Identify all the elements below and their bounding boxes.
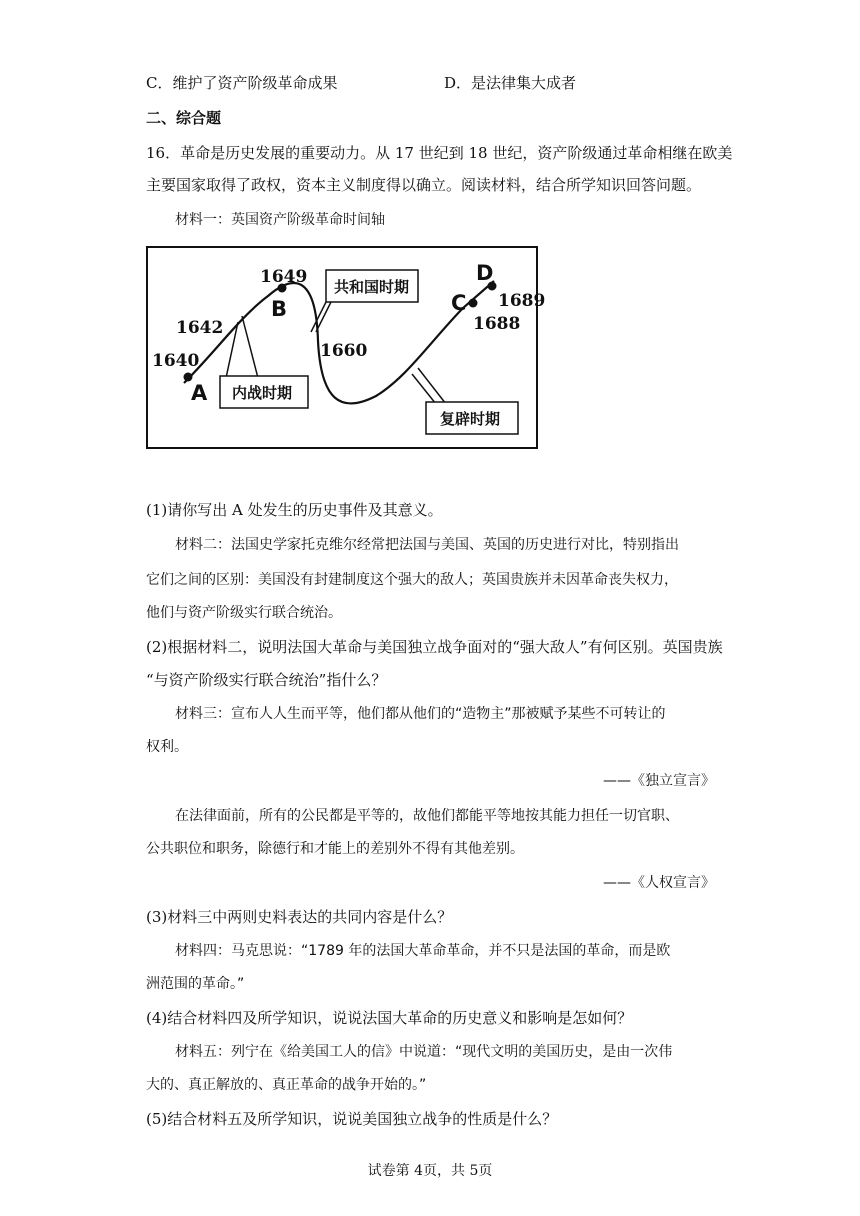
year-label: 1688: [473, 314, 521, 334]
year-label: 1642: [176, 318, 224, 338]
option-d: D．是法律集大成者: [444, 74, 577, 92]
material2-line3: 他们与资产阶级实行联合统治。: [146, 605, 342, 621]
material2-line2: 它们之间的区别：美国没有封建制度这个强大的敌人；英国贵族并未因革命丧失权力，: [146, 572, 678, 588]
material5-line2: 大的、真正解放的、真正革命的战争开始的。”: [146, 1077, 427, 1093]
revolution-timeline-figure: [146, 246, 546, 449]
q16-intro-line1: 16．革命是历史发展的重要动力。从 17 世纪到 18 世纪，资产阶级通过革命相继在欧美: [146, 144, 733, 162]
option-c: C．维护了资产阶级革命成果: [146, 74, 338, 92]
material3-line3: 在法律面前，所有的公民都是平等的，故他们都能平等地按其能力担任一切官职、: [175, 808, 679, 824]
year-label: 1649: [260, 267, 308, 287]
point-label: C: [451, 291, 467, 315]
question-1: (1)请你写出 A 处发生的历史事件及其意义。: [146, 501, 443, 519]
point-label: D: [476, 261, 494, 285]
section-title: 二、综合题: [146, 109, 222, 127]
point-label: B: [271, 297, 288, 321]
material3-line1: 材料三：宣布人人生而平等，他们都从他们的“造物主”那被赋予某些不可转让的: [175, 706, 666, 722]
material4-line1: 材料四：马克思说：“1789 年的法国大革命革命，并不只是法国的革命，而是欧: [175, 943, 671, 959]
box-label: 内战时期: [232, 384, 293, 402]
page-footer: 试卷第 4页，共 5页: [367, 1163, 493, 1179]
box-label: 复辟时期: [440, 410, 501, 428]
material3-line4: 公共职位和职务，除德行和才能上的差别外不得有其他差别。: [146, 841, 524, 857]
question-3: (3)材料三中两则史料表达的共同内容是什么？: [146, 908, 453, 926]
question-2-line2: “与资产阶级实行联合统治”指什么？: [146, 671, 387, 689]
q16-intro-line2: 主要国家取得了政权，资本主义制度得以确立。阅读材料，结合所学知识回答问题。: [146, 176, 702, 194]
question-5: (5)结合材料五及所学知识，说说美国独立战争的性质是什么？: [146, 1110, 558, 1128]
year-label: 1689: [498, 291, 546, 311]
question-4: (4)结合材料四及所学知识，说说法国大革命的历史意义和影响是怎如何？: [146, 1009, 633, 1027]
material5-line1: 材料五：列宁在《给美国工人的信》中说道：“现代文明的美国历史，是由一次伟: [175, 1044, 673, 1060]
source-independence-declaration: ——《独立宣言》: [603, 773, 715, 789]
question-2-line1: (2)根据材料二，说明法国大革命与美国独立战争面对的“强大敌人”有何区别。英国贵族: [146, 638, 723, 656]
material3-line2: 权利。: [146, 739, 188, 755]
material4-line2: 洲范围的革命。”: [146, 976, 245, 992]
year-label: 1640: [152, 351, 200, 371]
box-label: 共和国时期: [334, 278, 410, 296]
year-label: 1660: [320, 341, 368, 361]
material1-title: 材料一：英国资产阶级革命时间轴: [175, 212, 385, 228]
source-rights-declaration: ——《人权宣言》: [603, 875, 715, 891]
material2-line1: 材料二：法国史学家托克维尔经常把法国与美国、英国的历史进行对比，特别指出: [175, 537, 679, 553]
point-label: A: [191, 381, 208, 405]
